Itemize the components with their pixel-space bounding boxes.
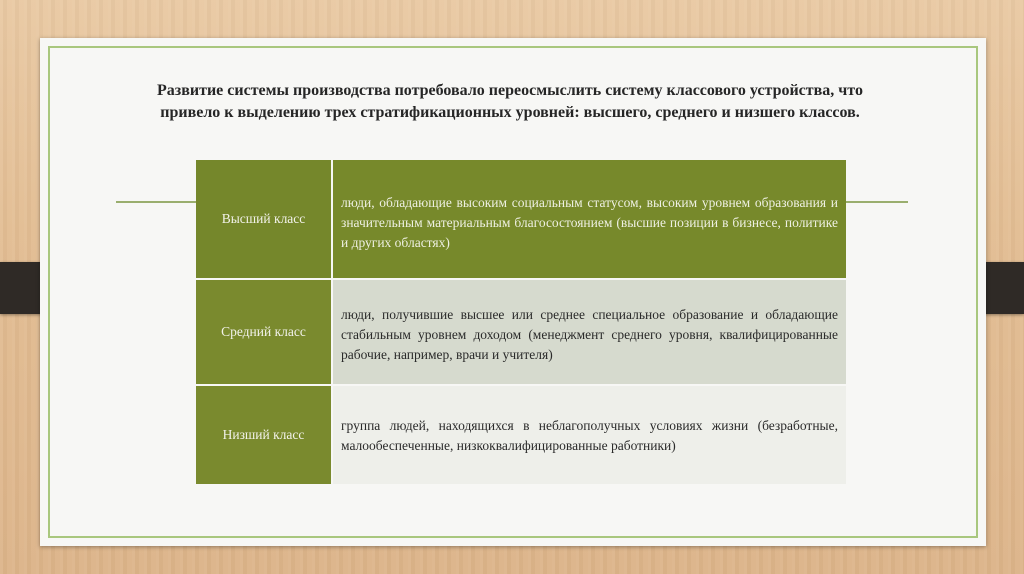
row-description-text: группа людей, находящихся в неблагополучных условиях жизни (безработные, малообеспеченные, низкоквалифицированные работники) <box>341 418 838 453</box>
row-description-text: люди, получившие высшее или среднее специальное образование и обладающие стабильным уровнем доходом (менеджмент среднего уровня, квалифицированные рабочие, например, врачи и учителя) <box>341 307 838 362</box>
row-label-middle-class: Средний класс <box>196 280 331 384</box>
decorative-line-right <box>846 201 908 203</box>
class-table <box>196 160 846 484</box>
row-description-text: люди, обладающие высоким социальным статусом, высоким уровнем образования и значительным материальным благосостоянием (высшие позиции в бизнесе, политике и других областях) <box>341 195 838 250</box>
table-row-lower-class <box>196 386 846 484</box>
row-label-upper-class: Высший класс <box>196 160 331 278</box>
slide-title-line-2: привело к выделению трех стратификационных уровней: высшего, среднего и низшего классов. <box>160 104 860 121</box>
row-description-upper-class <box>333 160 846 278</box>
slide-title-line-1: Развитие системы производства потребовало переосмыслить систему классового устройства, что <box>157 82 863 99</box>
decorative-line-left <box>116 201 196 203</box>
table-row-upper-class <box>196 160 846 278</box>
row-description-lower-class <box>333 386 846 484</box>
row-label-lower-class: Низший класс <box>196 386 331 484</box>
table-row-middle-class <box>196 280 846 384</box>
slide-title <box>90 80 930 124</box>
row-description-middle-class <box>333 280 846 384</box>
